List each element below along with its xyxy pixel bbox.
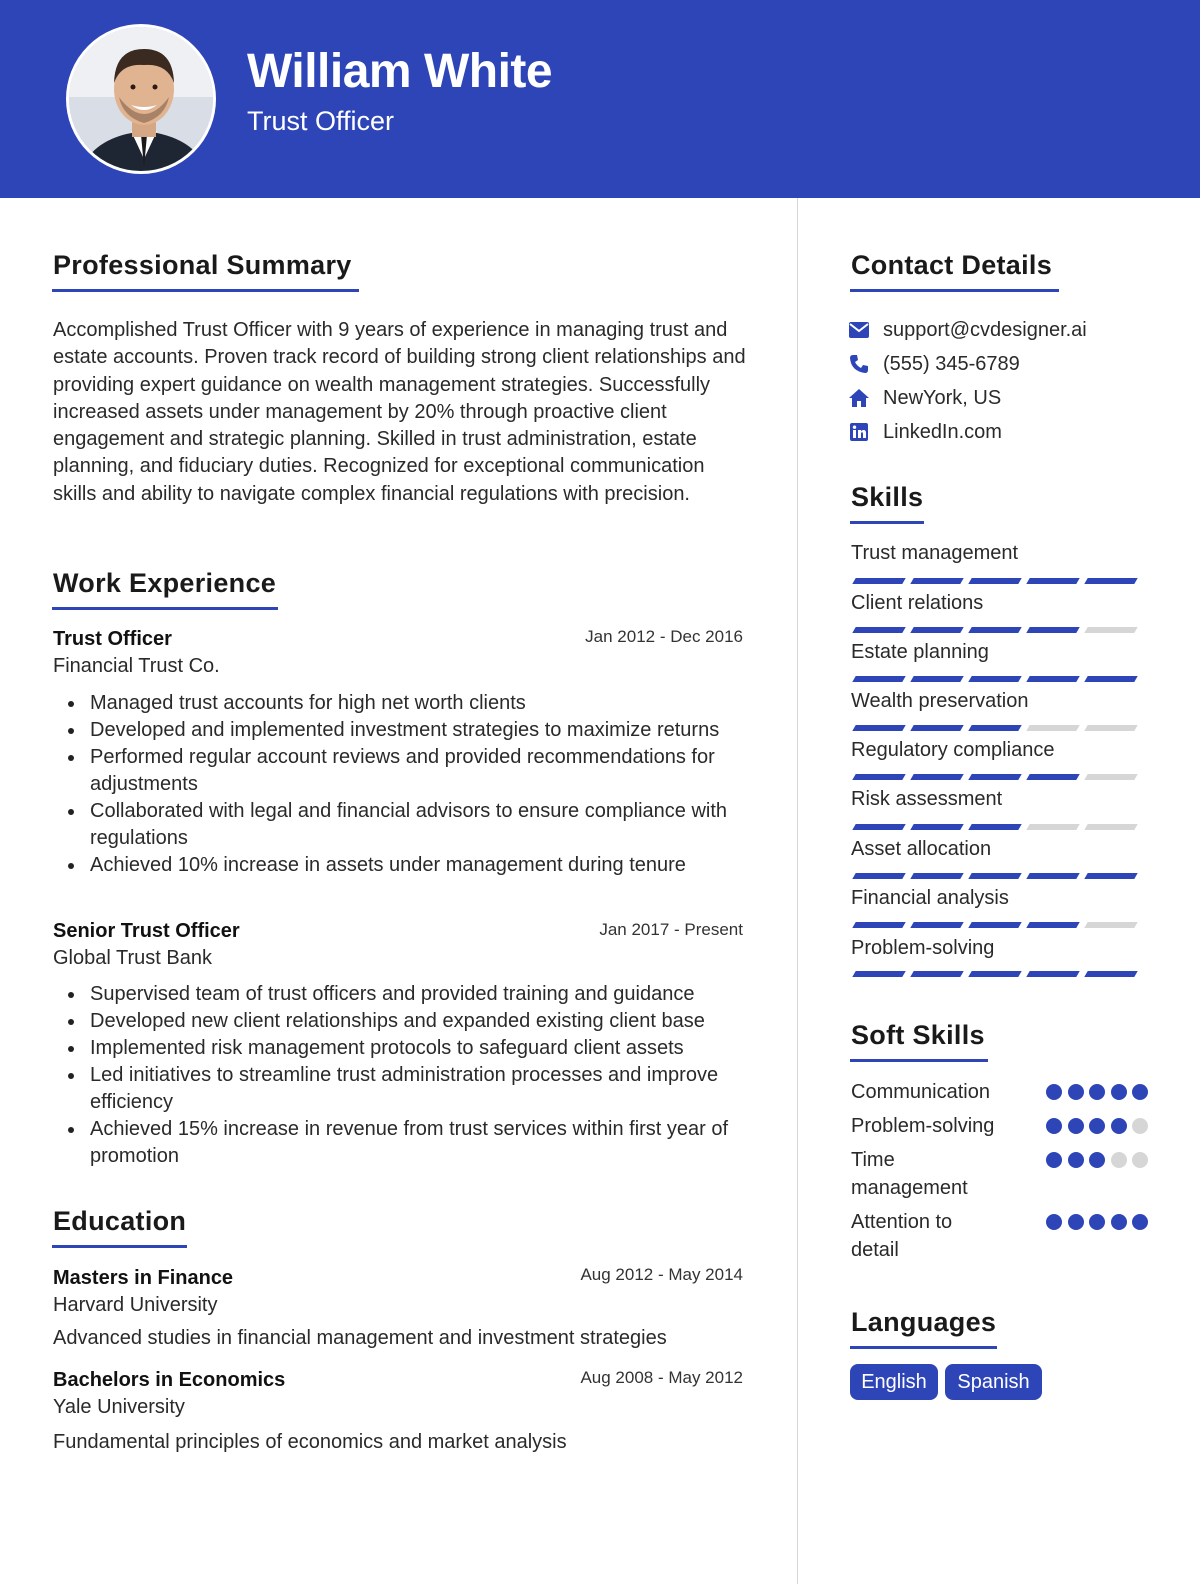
skill-name: Regulatory compliance — [851, 739, 1055, 761]
contact-linkedin-text: LinkedIn.com — [883, 420, 1002, 443]
skill-level-segment — [910, 627, 963, 633]
contact-heading: Contact Details — [851, 250, 1053, 280]
skill-level-segment — [1026, 627, 1079, 633]
skill-level-segment — [1084, 824, 1137, 830]
candidate-name: William White — [247, 45, 553, 98]
education-dates: Aug 2012 - May 2014 — [580, 1265, 743, 1284]
soft-skill-name: Time management — [851, 1149, 968, 1199]
language-tag: English — [850, 1364, 938, 1400]
contact-email[interactable] — [849, 316, 1087, 344]
summary-heading: Professional Summary — [53, 250, 352, 280]
skill-name: Problem-solving — [851, 937, 995, 959]
skill-name: Asset allocation — [851, 838, 992, 860]
soft-skill-level-dot — [1046, 1084, 1062, 1100]
skill-level-segment — [968, 627, 1021, 633]
skill-level-segment — [1026, 873, 1079, 879]
skill-level-segment — [910, 774, 963, 780]
job-title: Trust Officer — [53, 628, 172, 650]
education-heading: Education — [53, 1206, 187, 1236]
education-description: Advanced studies in financial management and investment strategies — [53, 1327, 667, 1349]
languages-heading-rule — [850, 1346, 997, 1349]
soft-skill-level-dot — [1089, 1214, 1105, 1230]
bullet-item: Developed new client relationships and expanded existing client base — [53, 1008, 758, 1035]
skill-level-segment — [968, 824, 1021, 830]
skill-level-segment — [1026, 578, 1079, 584]
soft-skill-level-dot — [1068, 1214, 1084, 1230]
skills-heading-rule — [850, 521, 924, 524]
skill-level-segment — [968, 725, 1021, 731]
soft-skill-level-dot — [1111, 1214, 1127, 1230]
skill-name: Risk assessment — [851, 788, 1003, 810]
soft-skill-level-dot — [1068, 1084, 1084, 1100]
bullet-item: Achieved 15% increase in revenue from trust services within first year of promotion — [53, 1116, 758, 1170]
degree-title: Masters in Finance — [53, 1267, 234, 1289]
skill-level-segment — [1084, 676, 1137, 682]
skill-name: Financial analysis — [851, 887, 1009, 909]
contact-heading-rule — [850, 289, 1059, 292]
job-bullets — [53, 690, 758, 879]
soft-skill-level-dot — [1089, 1084, 1105, 1100]
skill-name: Client relations — [851, 592, 984, 614]
contact-linkedin[interactable] — [849, 418, 1002, 446]
skill-level-segment — [852, 627, 905, 633]
skill-level-segment — [910, 873, 963, 879]
skill-level-segment — [1026, 971, 1079, 977]
languages-heading: Languages — [851, 1307, 997, 1337]
soft-skill-level-dot — [1046, 1118, 1062, 1134]
soft-skill-level-dot — [1068, 1118, 1084, 1134]
skill-level-segment — [1026, 774, 1079, 780]
soft-skill-level-dot — [1132, 1118, 1148, 1134]
skill-level-segment — [1084, 725, 1137, 731]
soft-skill-level-dot — [1046, 1214, 1062, 1230]
bullet-item: Achieved 10% increase in assets under management during tenure — [53, 852, 758, 879]
soft-skill-level-dot — [1111, 1152, 1127, 1168]
soft-skill-level-dot — [1132, 1084, 1148, 1100]
soft-skill-level-dot — [1132, 1214, 1148, 1230]
skill-level-segment — [1084, 774, 1137, 780]
column-divider — [797, 198, 798, 1584]
soft-skill-level-dot — [1132, 1152, 1148, 1168]
skill-level-segment — [910, 725, 963, 731]
soft-skill-level-dot — [1068, 1152, 1084, 1168]
soft-skills-heading-rule — [850, 1059, 988, 1062]
language-tag: Spanish — [945, 1364, 1042, 1400]
soft-skill-level-dot — [1089, 1118, 1105, 1134]
envelope-icon — [849, 320, 869, 340]
profile-photo — [69, 27, 216, 174]
skill-level-segment — [1084, 627, 1137, 633]
soft-skill-name: Problem-solving — [851, 1115, 995, 1137]
skill-level-segment — [1026, 725, 1079, 731]
bullet-item: Performed regular account reviews and provided recommendations for adjustments — [53, 744, 758, 798]
skill-level-segment — [852, 676, 905, 682]
education-dates: Aug 2008 - May 2012 — [580, 1368, 743, 1387]
job-company: Global Trust Bank — [53, 947, 212, 969]
contact-phone[interactable] — [849, 350, 1020, 378]
soft-skill-level-dot — [1111, 1084, 1127, 1100]
school-name: Harvard University — [53, 1294, 218, 1316]
summary-text: Accomplished Trust Officer with 9 years of experience in managing trust and estate accounts. Proven track record of building strong client relationships and providing expert guidance on wealth management strategies. Successfully increased assets under management by 20% through proactive client engagement and strategic planning. Skilled in trust administration, estate planning, and fiduciary duties. Recognized for exceptional communication skills and ability to navigate complex financial regulations with precision. — [53, 319, 746, 505]
skill-level-segment — [852, 824, 905, 830]
linkedin-icon — [849, 422, 869, 442]
skill-name: Estate planning — [851, 641, 989, 663]
skill-level-segment — [910, 971, 963, 977]
skill-level-segment — [1026, 824, 1079, 830]
job-title: Senior Trust Officer — [53, 920, 240, 942]
experience-heading-rule — [52, 607, 278, 610]
bullet-item: Supervised team of trust officers and provided training and guidance — [53, 981, 758, 1008]
experience-heading: Work Experience — [53, 568, 277, 598]
contact-location — [849, 384, 1001, 412]
skill-name: Trust management — [851, 542, 1019, 564]
skill-level-segment — [852, 725, 905, 731]
soft-skill-level-dot — [1111, 1118, 1127, 1134]
bullet-item: Developed and implemented investment strategies to maximize returns — [53, 717, 758, 744]
job-dates: Jan 2012 - Dec 2016 — [585, 627, 743, 646]
skill-level-segment — [910, 578, 963, 584]
skill-level-segment — [968, 922, 1021, 928]
skill-level-segment — [1026, 922, 1079, 928]
resume-header — [0, 0, 1200, 198]
skill-level-segment — [1084, 971, 1137, 977]
soft-skill-level-dot — [1089, 1152, 1105, 1168]
skill-name: Wealth preservation — [851, 690, 1029, 712]
contact-location-text: NewYork, US — [883, 386, 1002, 409]
phone-icon — [849, 354, 869, 374]
skill-level-segment — [1084, 922, 1137, 928]
soft-skill-name: Attention to detail — [851, 1211, 953, 1261]
skill-level-segment — [852, 578, 905, 584]
skill-level-segment — [852, 922, 905, 928]
skill-level-segment — [968, 873, 1021, 879]
school-name: Yale University — [53, 1396, 185, 1418]
skills-heading: Skills — [851, 482, 924, 512]
skill-level-segment — [968, 774, 1021, 780]
bullet-item: Led initiatives to streamline trust administration processes and improve efficiency — [53, 1062, 758, 1116]
skill-level-segment — [910, 824, 963, 830]
candidate-title: Trust Officer — [247, 106, 395, 136]
degree-title: Bachelors in Economics — [53, 1369, 286, 1391]
skill-level-segment — [852, 971, 905, 977]
skill-level-segment — [1084, 578, 1137, 584]
summary-heading-rule — [52, 289, 359, 292]
education-description: Fundamental principles of economics and market analysis — [53, 1431, 567, 1453]
skill-level-segment — [910, 676, 963, 682]
education-heading-rule — [52, 1245, 187, 1248]
bullet-item: Implemented risk management protocols to safeguard client assets — [53, 1035, 758, 1062]
job-company: Financial Trust Co. — [53, 655, 220, 677]
contact-email-text: support@cvdesigner.ai — [883, 318, 1087, 341]
skill-level-segment — [968, 578, 1021, 584]
skill-level-segment — [1084, 873, 1137, 879]
job-dates: Jan 2017 - Present — [599, 920, 743, 939]
skill-level-segment — [968, 971, 1021, 977]
home-icon — [849, 388, 869, 408]
skill-level-segment — [910, 922, 963, 928]
soft-skill-level-dot — [1046, 1152, 1062, 1168]
skill-level-segment — [1026, 676, 1079, 682]
avatar — [66, 24, 216, 174]
soft-skills-heading: Soft Skills — [851, 1020, 985, 1050]
bullet-item: Managed trust accounts for high net worth clients — [53, 690, 758, 717]
contact-phone-text: (555) 345-6789 — [883, 352, 1020, 375]
bullet-item: Collaborated with legal and financial advisors to ensure compliance with regulations — [53, 798, 758, 852]
skill-level-segment — [852, 774, 905, 780]
skill-level-segment — [852, 873, 905, 879]
job-bullets — [53, 981, 758, 1170]
soft-skill-name: Communication — [851, 1081, 990, 1103]
skill-level-segment — [968, 676, 1021, 682]
